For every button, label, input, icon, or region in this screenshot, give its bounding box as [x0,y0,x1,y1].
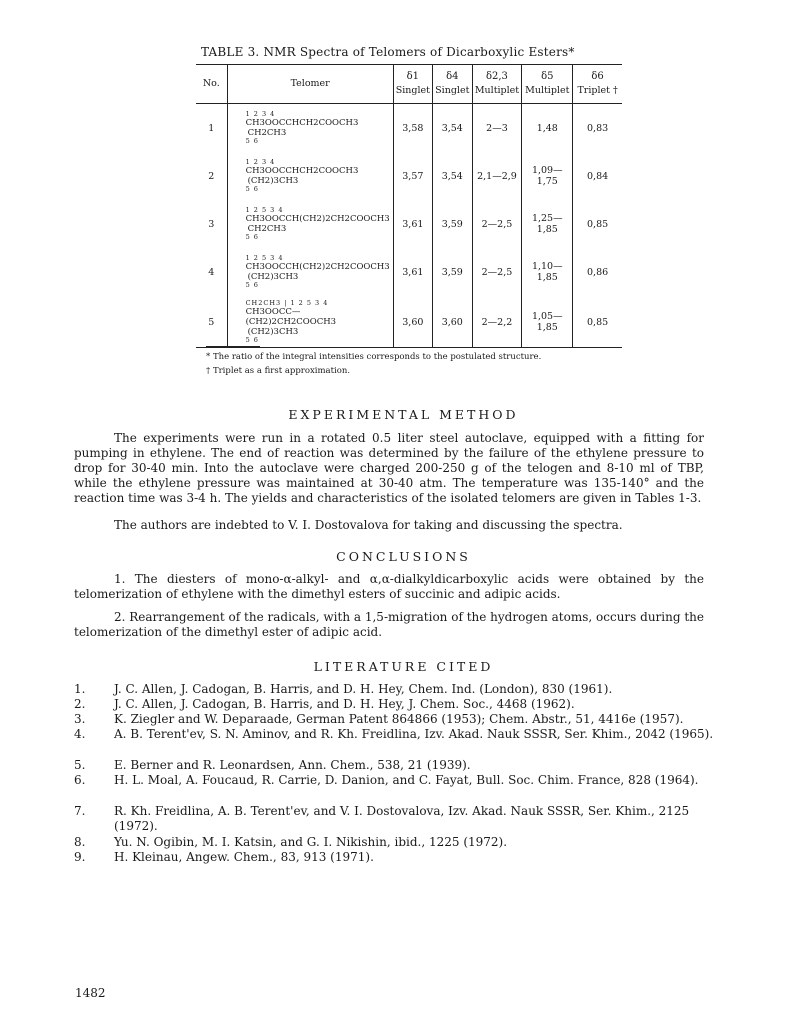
cell-d23: 2—2,5 [472,248,522,296]
table-row [196,200,622,248]
cell-no: 5 [208,316,215,328]
reference-item: 8. Yu. N. Ogibin, M. I. Katsin, and G. I. Nikishin, ibid., 1225 (1972). [74,835,508,849]
cell-d5: 1,10—1,85 [522,248,573,296]
cell-d1: 3,58 [393,104,432,153]
reference-item: 6. H. L. Moal, A. Foucaud, R. Carrie, D. Danion, and C. Fayat, Bull. Soc. Chim. France, 828 (1964). [74,773,699,787]
cell-d23: 2,1—2,9 [472,152,522,200]
cell-d4: 3,59 [432,248,472,296]
cell-d4: 3,60 [432,296,472,348]
cell-telomer-formula: 1 2 5 3 4 CH3OOCCH(CH2)2CH2COOCH3 (CH2)3CH3 5 6 [227,248,393,296]
page-number: 1482 [75,986,106,1000]
cell-d5: 1,25—1,85 [522,200,573,248]
cell-telomer-formula: 1 2 3 4 CH3OOCCHCH2COOCH3 CH2CH3 5 6 [227,104,393,153]
cell-d6: 0,84 [573,152,622,200]
cell-d1: 3,57 [393,152,432,200]
cell-d1: 3,61 [393,200,432,248]
cell-d6: 0,86 [573,248,622,296]
footnote-ratio: * The ratio of the integral intensities corresponds to the postulated structure. [206,352,542,362]
conclusion-2: 2. Rearrangement of the radicals, with a 1,5-migration of the hydrogen atoms, occurs during the telomerization of the dimethyl ester of adipic acid. [74,610,704,639]
cell-d5: 1,48 [522,104,573,153]
header-d1: δ1 Singlet [393,65,432,104]
experimental-paragraph: The experiments were run in a rotated 0.5 liter steel autoclave, equipped with a fitting for pumping in ethylene. The end of reaction was determined by the failure of the ethylene pressure to drop for 30-40 min. Into the autoclave were charged 200-250 g of the telogen and 8-10 ml of TBP, while the ethylene pressure was maintained at 30-40 atm. The temperature was 135-140° and the reaction time was 3-4 h. The yields and characteristics of the isolated telomers are given in Tables 1-3. [74,431,704,505]
reference-item: 7. R. Kh. Freidlina, A. B. Terent'ev, and V. I. Dostovalova, Izv. Akad. Nauk SSSR, Ser. Khim., 2125 (1972). [74,804,690,833]
header-d5: δ5 Multiplet [522,65,573,104]
cell-d1: 3,60 [393,296,432,348]
footnote-triplet: † Triplet as a first approximation. [206,366,351,376]
reference-item: 9. H. Kleinau, Angew. Chem., 83, 913 (1971). [74,850,374,864]
table-row [196,296,622,348]
header-telomer: Telomer [227,65,393,104]
cell-d6: 0,83 [573,104,622,153]
footnote-rule [206,346,260,348]
header-no: No. [196,65,227,104]
cell-d23: 2—3 [472,104,522,153]
cell-d23: 2—2,2 [472,296,522,348]
cell-telomer-formula: 1 2 3 4 CH3OOCCHCH2COOCH3 (CH2)3CH3 5 6 [227,152,393,200]
table-row [196,104,622,153]
cell-no: 2 [208,170,215,182]
reference-item: 4. A. B. Terent'ev, S. N. Aminov, and R. Kh. Freidlina, Izv. Akad. Nauk SSSR, Ser. Khim., 2042 (1965). [74,727,714,741]
header-d6: δ6 Triplet † [573,65,622,104]
cell-telomer-formula: 1 2 5 3 4 CH3OOCCH(CH2)2CH2COOCH3 CH2CH3 5 6 [227,200,393,248]
cell-no: 3 [208,218,215,230]
cell-d5: 1,05—1,85 [522,296,573,348]
reference-item: 1. J. C. Allen, J. Cadogan, B. Harris, and D. H. Hey, Chem. Ind. (London), 830 (1961). [74,682,613,696]
conclusions-heading: CONCLUSIONS [336,549,471,564]
conclusion-1: 1. The diesters of mono-α-alkyl- and α,α-dialkyldicarboxylic acids were obtained by the telomerization of ethylene with the dimethyl esters of succinic and adipic acids. [74,572,704,601]
cell-d6: 0,85 [573,200,622,248]
cell-d5: 1,09—1,75 [522,152,573,200]
cell-d6: 0,85 [573,296,622,348]
cell-d23: 2—2,5 [472,200,522,248]
reference-item: 2. J. C. Allen, J. Cadogan, B. Harris, and D. H. Hey, J. Chem. Soc., 4468 (1962). [74,697,575,711]
cell-telomer-formula: CH2CH3 | 1 2 5 3 4 CH3OOCC—(CH2)2CH2COOCH3 (CH2)3CH3 5 6 [227,296,393,348]
cell-no: 4 [208,266,215,278]
cell-d4: 3,54 [432,104,472,153]
reference-item: 5. E. Berner and R. Leonardsen, Ann. Chem., 538, 21 (1939). [74,758,471,772]
experimental-heading: EXPERIMENTAL METHOD [288,407,519,422]
table-row [196,152,622,200]
cell-d4: 3,54 [432,152,472,200]
table-row [196,248,622,296]
acknowledgement-paragraph: The authors are indebted to V. I. Dostovalova for taking and discussing the spectra. [114,518,623,532]
cell-no: 1 [208,122,215,134]
reference-item: 3. K. Ziegler and W. Deparaade, German Patent 864866 (1953); Chem. Abstr., 51, 4416e (1957). [74,712,684,726]
table-header-row [196,65,622,104]
header-d4: δ4 Singlet [432,65,472,104]
cell-d4: 3,59 [432,200,472,248]
table-title: TABLE 3. NMR Spectra of Telomers of Dicarboxylic Esters* [201,45,575,59]
cell-d1: 3,61 [393,248,432,296]
nmr-table [196,64,622,348]
literature-heading: LITERATURE CITED [313,659,494,674]
header-d23: δ2,3 Multiplet [472,65,522,104]
